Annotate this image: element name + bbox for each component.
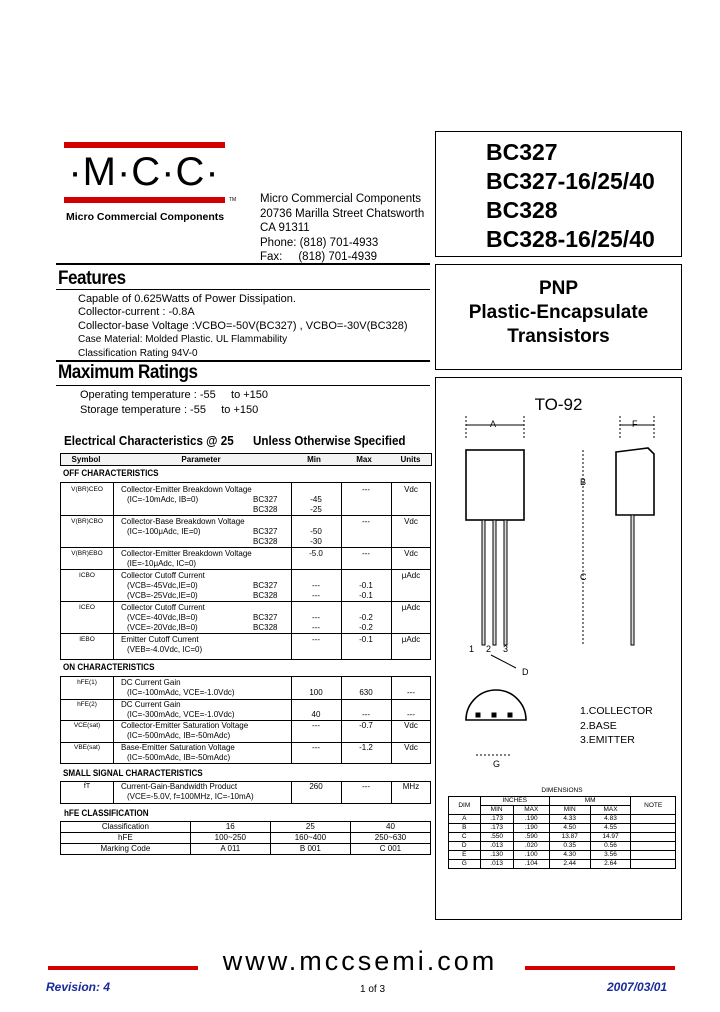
lead (482, 520, 485, 645)
row-param: Collector-Emitter Breakdown Voltage (121, 485, 252, 494)
row-symbol: VCE(sat) (73, 722, 101, 729)
description-line: Plastic-Encapsulate (468, 302, 649, 323)
dims-cell (631, 833, 676, 842)
package-body-side (616, 448, 654, 515)
dims-cell: .550 (480, 833, 513, 842)
hfe-cell: 100~250 (190, 833, 270, 844)
dims-cell: .590 (513, 833, 549, 842)
lead (493, 520, 496, 645)
row-min: -25 (310, 505, 322, 514)
part-number-box (435, 131, 682, 257)
row-param: DC Current Gain (121, 699, 181, 709)
row-symbol: V(BR)EBO (71, 550, 103, 557)
dims-row (449, 824, 676, 833)
row-unit: Vdc (404, 485, 418, 494)
row-max: --- (362, 709, 370, 719)
rating-item: Storage temperature : -55 to +150 (80, 403, 259, 416)
dims-cell: 0.35 (549, 842, 590, 851)
row-device: BC328 (253, 591, 278, 600)
dims-header-cell: MIN (549, 806, 590, 815)
feature-item: Collector-base Voltage :VCBO=-50V(BC327) , VCBO=-30V(BC328) (78, 319, 408, 332)
feature-item: Collector-current : -0.8A (78, 306, 195, 319)
hfe-cell: hFE (61, 833, 191, 844)
row-min: --- (312, 721, 320, 730)
dims-row (449, 860, 676, 869)
dims-cell: 3.56 (590, 851, 631, 860)
dims-header-cell: MIN (480, 806, 513, 815)
row-device: BC327 (253, 581, 278, 590)
row-device: BC328 (253, 505, 278, 514)
row-unit: μAdc (401, 603, 421, 612)
logo-subtitle: Micro Commercial Components (66, 211, 225, 223)
trademark: TM (229, 197, 237, 203)
hfe-cell: C 001 (350, 844, 430, 855)
dims-cell: .013 (480, 842, 513, 851)
dims-header-cell: INCHES (480, 797, 549, 806)
row-max: -0.7 (359, 721, 373, 730)
row-symbol: fT (83, 783, 91, 790)
part-number: BC328 (486, 197, 558, 223)
dims-cell: .130 (480, 851, 513, 860)
rating-item: Operating temperature : -55 to +150 (80, 389, 269, 401)
row-param: Collector Cutoff Current (121, 603, 205, 612)
row-unit: μAdc (401, 635, 421, 644)
dim-line-d (491, 655, 516, 668)
description-box (435, 264, 682, 370)
row-max: -0.1 (359, 635, 373, 644)
row-param: Collector Cutoff Current (121, 571, 205, 580)
row-min: 100 (309, 688, 323, 697)
ec-header-cell: Max (356, 455, 372, 464)
description-line: Transistors (507, 326, 610, 347)
pin-item: 1.COLLECTOR (580, 705, 653, 717)
row-max: --- (362, 782, 370, 791)
hfe-row (61, 822, 431, 833)
row-min: --- (312, 635, 320, 644)
row-device: BC327 (253, 495, 278, 504)
row-param: (VCE=-5.0V, f=100MHz, IC=-10mA) (127, 792, 254, 801)
row-min: -50 (310, 527, 322, 536)
row-unit: --- (407, 688, 415, 697)
row-max: -1.2 (359, 742, 373, 752)
row-param: Collector-Emitter Breakdown Voltage (121, 549, 252, 558)
off-rows (60, 482, 431, 660)
dims-cell: .013 (480, 860, 513, 869)
dims-cell: 2.64 (590, 860, 631, 869)
row-param: (VCE=-40Vdc,IB=0) (127, 613, 198, 622)
dims-row (449, 851, 676, 860)
ec-header-cell: Min (307, 455, 321, 464)
row-unit: Vdc (404, 549, 418, 558)
hfe-cell: B 001 (270, 844, 350, 855)
dims-cell: 14.97 (590, 833, 631, 842)
row-divider (61, 569, 430, 570)
row-min: 260 (309, 782, 323, 791)
row-max: -0.1 (359, 581, 373, 590)
row-param: (VCE=-20Vdc,IB=0) (127, 623, 198, 632)
hfe-cell: 160~400 (270, 833, 350, 844)
dims-title: DIMENSIONS (541, 787, 583, 794)
dims-cell (631, 824, 676, 833)
ec-header-cell: Symbol (71, 455, 101, 464)
dims-cell: C (449, 833, 481, 842)
row-divider (61, 515, 430, 516)
row-symbol: VBE(sat) (73, 743, 100, 751)
dim-label-b: B (580, 477, 587, 487)
dims-cell: 4.50 (549, 824, 590, 833)
package-body-front (466, 450, 524, 520)
dims-header-cell: MM (549, 797, 631, 806)
description-line: PNP (538, 278, 579, 299)
features-title: Features (58, 268, 126, 289)
features-list (78, 293, 408, 360)
row-min: -30 (310, 537, 322, 546)
address-line: CA 91311 (260, 222, 310, 234)
pin-number: 2 (486, 644, 492, 654)
ec-group-title: OFF CHARACTERISTICS (63, 468, 159, 479)
hfe-cell: 250~630 (350, 833, 430, 844)
row-param: (VCB=-45Vdc,IE=0) (127, 581, 198, 590)
ec-header-cell: Units (400, 455, 421, 464)
ec-title: Electrical Characteristics @ 25 Unless Otherwise Specified (64, 434, 406, 448)
row-param: (IC=-100μAdc, IE=0) (127, 527, 201, 536)
website[interactable]: www.mccsemi.com (222, 946, 498, 976)
dims-row (449, 842, 676, 851)
on-rows (60, 676, 431, 764)
part-number: BC328-16/25/40 (486, 226, 655, 252)
row-symbol: V(BR)CEO (71, 486, 103, 493)
row-param: Emitter Cutoff Current (121, 635, 199, 644)
phone: Phone: (818) 701-4933 (260, 236, 379, 249)
hfe-title: hFE CLASSIFICATION (64, 808, 149, 819)
row-device: BC328 (253, 623, 278, 632)
row-unit: Vdc (404, 517, 418, 526)
lead-side (631, 515, 634, 645)
row-symbol: V(BR)CBO (71, 518, 103, 525)
dim-label-c: C (580, 572, 587, 582)
dims-cell: B (449, 824, 481, 833)
pin-number: 1 (469, 644, 475, 654)
feature-item: Classification Rating 94V-0 (78, 347, 198, 359)
dim-label-a: A (490, 419, 497, 429)
divider (56, 385, 430, 386)
small-rows (60, 781, 431, 804)
col-divider (113, 782, 114, 803)
dims-header-row (449, 797, 676, 806)
ec-group-title: ON CHARACTERISTICS (63, 662, 155, 673)
row-max: -0.2 (359, 623, 373, 632)
dims-cell: .190 (513, 824, 549, 833)
dims-cell (631, 842, 676, 851)
ec-header-cell: Parameter (181, 455, 221, 464)
dims-cell (631, 815, 676, 824)
dims-cell: 0.56 (590, 842, 631, 851)
row-param: Base-Emitter Saturation Voltage (121, 742, 235, 752)
row-param: Collector-Base Breakdown Voltage (121, 517, 245, 526)
logo: ·M·C·C· (68, 150, 220, 194)
row-device: BC327 (253, 527, 278, 536)
dims-cell (631, 860, 676, 869)
dims-cell: .173 (480, 824, 513, 833)
hfe-cell: 16 (190, 822, 270, 833)
dims-header-cell: MAX (513, 806, 549, 815)
row-symbol: ICBO (79, 572, 95, 579)
dims-cell: 4.83 (590, 815, 631, 824)
dim-label-g: G (493, 759, 501, 769)
package-name: TO-92 (534, 395, 583, 414)
ec-group-title: SMALL SIGNAL CHARACTERISTICS (63, 768, 203, 779)
dims-cell: 4.30 (549, 851, 590, 860)
hfe-cell: 25 (270, 822, 350, 833)
pin-list (580, 704, 653, 748)
dims-header-cell: DIM (449, 797, 481, 815)
fax: Fax: (818) 701-4939 (260, 251, 377, 263)
hfe-cell: A 011 (190, 844, 270, 855)
revision: Revision: 4 (46, 980, 111, 994)
row-symbol: IEBO (79, 636, 95, 643)
logo-top-bar (64, 142, 225, 148)
dim-label-d: D (522, 667, 529, 677)
pin-number: 3 (503, 644, 509, 654)
address-line: Micro Commercial Components (260, 193, 422, 205)
dims-cell: 13.87 (549, 833, 590, 842)
dims-header-cell: MAX (590, 806, 631, 815)
dims-cell: 4.55 (590, 824, 631, 833)
row-min: -45 (310, 495, 322, 504)
dims-header-cell: NOTE (631, 797, 676, 815)
row-max: --- (362, 485, 370, 494)
part-number: BC327-16/25/40 (486, 168, 655, 194)
row-param: (VEB=-4.0Vdc, IC=0) (127, 645, 203, 654)
part-number: BC327 (486, 139, 558, 165)
dims-cell: .173 (480, 815, 513, 824)
ec-table (60, 453, 431, 804)
dims-cell: 2.44 (549, 860, 590, 869)
address-line: 20736 Marilla Street Chatsworth (260, 207, 425, 220)
dims-cell: .104 (513, 860, 549, 869)
row-param: (IC=-10mAdc, IB=0) (127, 495, 199, 504)
dims-cell: A (449, 815, 481, 824)
row-unit: Vdc (404, 721, 418, 730)
company-address (260, 192, 424, 265)
dims-cell: E (449, 851, 481, 860)
row-device: BC328 (253, 537, 278, 546)
row-max: --- (362, 549, 370, 558)
row-param: (IC=-500mAdc, IB=-50mAdc) (127, 731, 231, 740)
pin-pad (508, 713, 512, 717)
ec-header (60, 453, 432, 466)
row-param: (IC=-300mAdc, VCE=-1.0Vdc) (127, 709, 235, 719)
row-device: BC327 (253, 613, 278, 622)
divider (56, 289, 430, 290)
row-param: DC Current Gain (121, 678, 181, 687)
row-max: -0.1 (359, 591, 373, 600)
row-divider (61, 633, 430, 634)
row-param: Current-Gain-Bandwidth Product (121, 782, 238, 791)
dims-table (448, 796, 676, 869)
row-divider (61, 547, 430, 548)
row-param: Collector-Emitter Saturation Voltage (121, 721, 249, 730)
row-divider (61, 601, 430, 602)
row-min: --- (312, 591, 320, 600)
feature-item: Capable of 0.625Watts of Power Dissipation. (78, 293, 296, 305)
page-number: 1 of 3 (360, 984, 386, 995)
dims-cell: .190 (513, 815, 549, 824)
pin-pad (492, 713, 496, 717)
hfe-cell: Classification (61, 822, 191, 833)
dims-row (449, 815, 676, 824)
row-unit: Vdc (404, 742, 418, 752)
date: 2007/03/01 (607, 980, 668, 994)
dims-cell: G (449, 860, 481, 869)
row-min: 40 (311, 709, 321, 719)
lead (504, 520, 507, 645)
dims-cell: .020 (513, 842, 549, 851)
pin-item: 2.BASE (580, 719, 617, 732)
row-param: (VCB=-25Vdc,IE=0) (127, 591, 198, 600)
dims-cell (631, 851, 676, 860)
row-param: (IC=-100mAdc, VCE=-1.0Vdc) (127, 688, 235, 697)
row-unit: μAdc (401, 571, 421, 580)
dims-row (449, 833, 676, 842)
row-max: -0.2 (359, 613, 373, 622)
dims-cell: 4.33 (549, 815, 590, 824)
row-symbol: hFE(1) (77, 679, 97, 686)
row-param: (IC=-500mAdc, IB=-50mAdc) (127, 752, 231, 762)
feature-item: Case Material: Molded Plastic. UL Flammability (78, 334, 288, 346)
hfe-row (61, 833, 431, 844)
row-max: 630 (359, 688, 373, 697)
row-min: --- (312, 581, 320, 590)
row-min: --- (312, 742, 320, 752)
row-min: --- (312, 613, 320, 622)
row-min: -5.0 (309, 549, 323, 558)
row-min: --- (312, 623, 320, 632)
dims-cell: .100 (513, 851, 549, 860)
logo-bottom-bar (64, 197, 225, 203)
row-unit: MHz (402, 782, 420, 791)
dims-cell: D (449, 842, 481, 851)
hfe-table (60, 821, 431, 855)
divider (56, 263, 430, 265)
pin-pad (476, 713, 480, 717)
row-symbol: hFE(2) (77, 700, 97, 708)
pin-item: 3.EMITTER (580, 734, 635, 746)
row-symbol: ICEO (79, 604, 95, 611)
row-unit: --- (407, 709, 415, 719)
row-max: --- (362, 517, 370, 526)
hfe-row (61, 844, 431, 855)
dim-label-f: F (632, 419, 638, 429)
ratings-list (80, 388, 268, 417)
hfe-cell: 40 (350, 822, 430, 833)
hfe-cell: Marking Code (61, 844, 191, 855)
max-ratings-title: Maximum Ratings (58, 362, 198, 383)
row-param: (IE=-10μAdc, IC=0) (127, 559, 197, 568)
